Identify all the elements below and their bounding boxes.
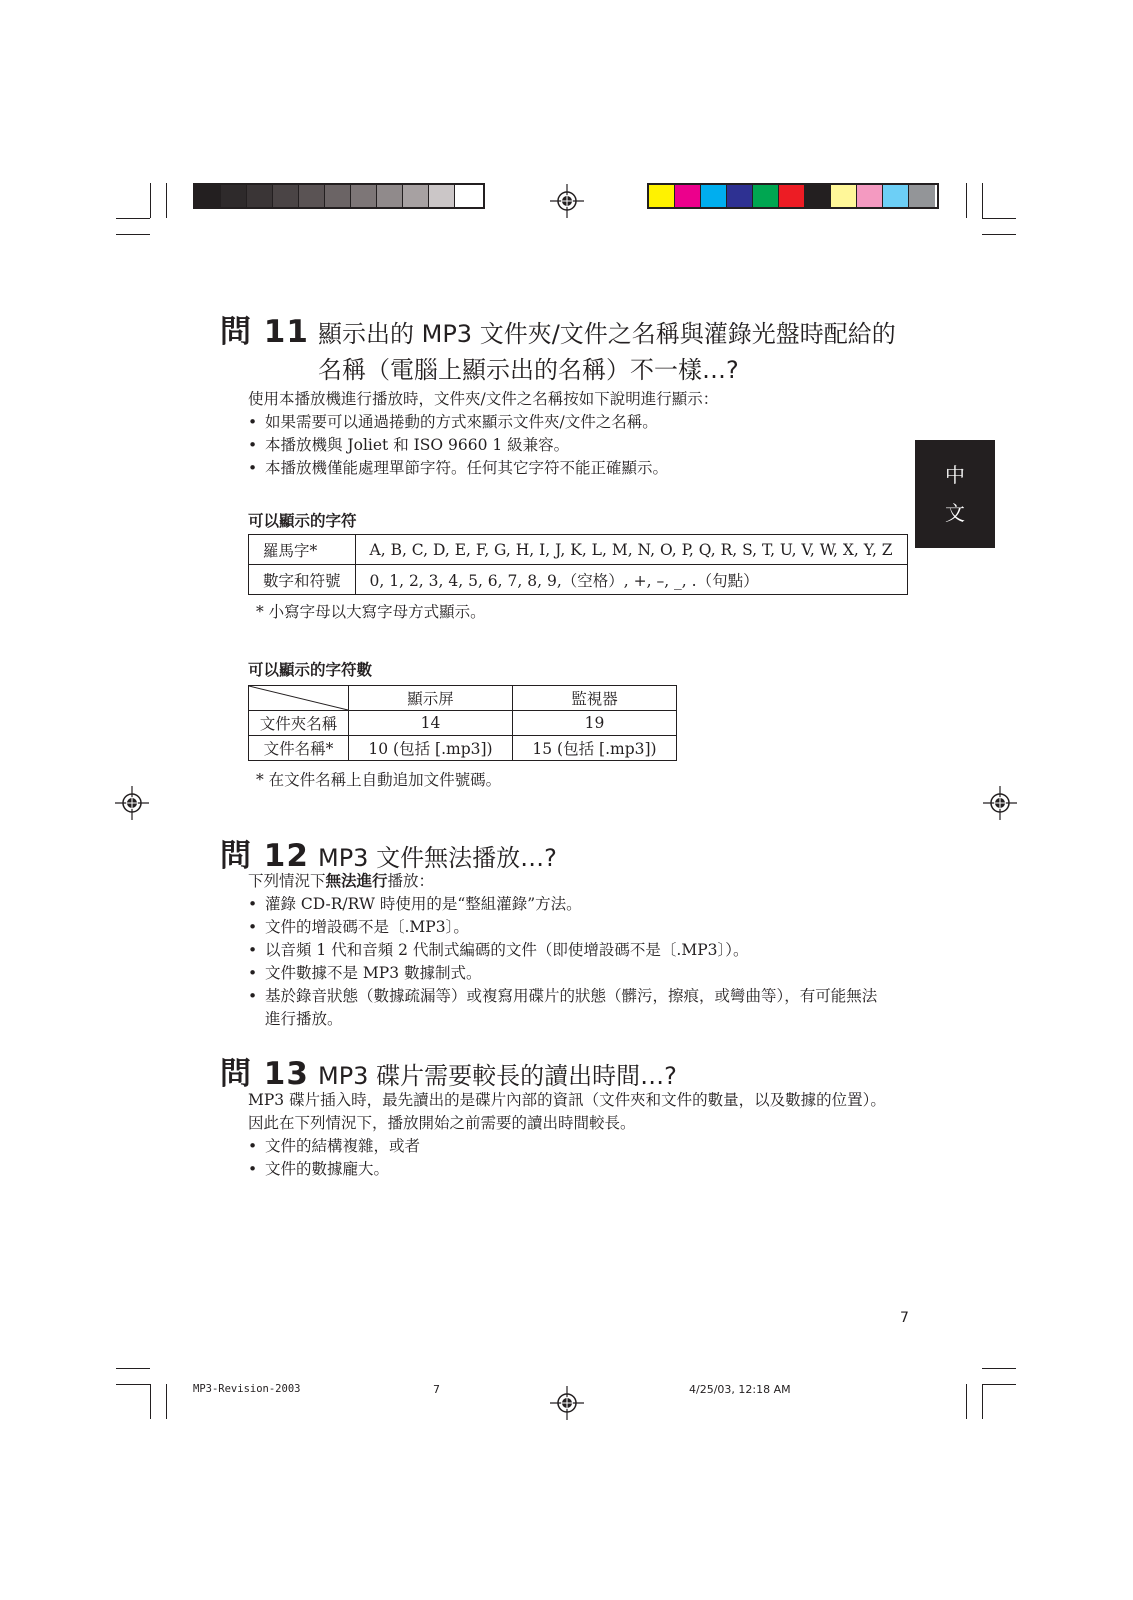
table-cell: 文件夾名稱 — [249, 711, 349, 736]
table-cell: 10 (包括 [.mp3]) — [349, 736, 513, 761]
q11-title: 顯示出的 MP3 文件夾/文件之名稱與灌錄光盤時配給的 — [318, 320, 896, 348]
table-corner-cell — [249, 686, 349, 711]
color-swatch — [701, 185, 727, 207]
table-cell: 0, 1, 2, 3, 4, 5, 6, 7, 8, 9,（空格）, +, –, _, .（句點） — [355, 565, 907, 595]
count-table — [248, 685, 677, 761]
table-cell: 羅馬字* — [249, 535, 356, 565]
color-swatch — [325, 185, 351, 207]
list-item: • 文件的數據龐大。 — [248, 1158, 420, 1181]
color-swatch — [727, 185, 753, 207]
table-cell: 19 — [513, 711, 677, 736]
table-cell: A, B, C, D, E, F, G, H, I, J, K, L, M, N, O, P, Q, R, S, T, U, V, W, X, Y, Z — [355, 535, 907, 565]
q12-intro-bold: 無法進行 — [325, 872, 388, 890]
q13-bullet-list — [248, 1135, 420, 1181]
list-item: • 灌錄 CD-R/RW 時使用的是“整組灌錄”方法。 — [248, 893, 877, 916]
q12-intro-post: 播放： — [387, 872, 435, 890]
language-tab-char: 文 — [945, 501, 965, 525]
chars-note: * 小寫字母以大寫字母方式顯示。 — [256, 603, 486, 621]
gray-scale-bar — [193, 183, 485, 209]
list-item: • 本播放機僅能處理單節字符。任何其它字符不能正確顯示。 — [248, 457, 668, 480]
q12-intro-pre: 下列情況下 — [248, 872, 326, 890]
color-swatch — [195, 185, 221, 207]
crop-mark — [982, 1384, 1016, 1385]
color-swatch — [909, 185, 935, 207]
table-cell: 15 (包括 [.mp3]) — [513, 736, 677, 761]
color-swatch — [377, 185, 403, 207]
crop-mark — [982, 183, 983, 218]
q13-para2: 因此在下列情況下，播放開始之前需要的讀出時間較長。 — [248, 1114, 636, 1132]
q11-heading — [220, 306, 896, 354]
crop-mark — [116, 1368, 150, 1369]
table-row — [249, 686, 677, 711]
table-cell: 14 — [349, 711, 513, 736]
list-item: • 文件數據不是 MP3 數據制式。 — [248, 962, 877, 985]
q13-para1: MP3 碟片插入時，最先讀出的是碟片內部的資訊（文件夾和文件的數量，以及數據的位置）。 — [248, 1091, 886, 1109]
language-tab — [915, 440, 995, 548]
table-header: 顯示屏 — [349, 686, 513, 711]
count-note: * 在文件名稱上自動追加文件號碼。 — [256, 771, 502, 789]
crop-mark — [982, 1384, 983, 1419]
q11-title-line2: 名稱（電腦上顯示出的名稱）不一樣…? — [318, 356, 739, 384]
diagonal-line — [249, 686, 348, 710]
color-swatch — [455, 185, 481, 207]
color-swatch — [779, 185, 805, 207]
count-heading: 可以顯示的字符數 — [248, 661, 373, 679]
q11-bullet-list — [248, 411, 668, 480]
table-row — [249, 711, 677, 736]
q12-title: MP3 文件無法播放…? — [318, 844, 557, 872]
table-cell: 數字和符號 — [249, 565, 356, 595]
color-swatch — [247, 185, 273, 207]
crop-mark — [166, 183, 167, 218]
list-item: • 本播放機與 Joliet 和 ISO 9660 1 級兼容。 — [248, 434, 668, 457]
color-swatch — [805, 185, 831, 207]
q12-bullet-continuation: 進行播放。 — [265, 1010, 343, 1028]
footer-page: 7 — [433, 1383, 440, 1396]
crop-mark — [150, 183, 151, 218]
q13-title: MP3 碟片需要較長的讀出時間…? — [318, 1062, 677, 1090]
color-swatch — [429, 185, 455, 207]
language-tab-char: 中 — [945, 463, 965, 487]
color-swatch — [857, 185, 883, 207]
table-header: 監視器 — [513, 686, 677, 711]
list-item: • 文件的結構複雜，或者 — [248, 1135, 420, 1158]
color-swatch — [273, 185, 299, 207]
color-swatch — [351, 185, 377, 207]
list-item: • 基於錄音狀態（數據疏漏等）或複寫用碟片的狀態（髒污，擦痕，或彎曲等），有可能無法 — [248, 985, 877, 1008]
registration-mark-icon — [550, 1386, 584, 1420]
q13-label: 問 13 — [220, 1056, 309, 1092]
list-item: • 文件的增設碼不是〔.MP3〕。 — [248, 916, 877, 939]
crop-mark — [982, 1368, 1016, 1369]
color-scale-bar — [647, 183, 939, 209]
color-swatch — [221, 185, 247, 207]
color-swatch — [675, 185, 701, 207]
registration-mark-icon — [983, 786, 1017, 820]
table-row — [249, 736, 677, 761]
crop-mark — [150, 1384, 151, 1419]
crop-mark — [982, 218, 1016, 219]
table-row — [249, 535, 908, 565]
q11-intro: 使用本播放機進行播放時，文件夾/文件之名稱按如下說明進行顯示： — [248, 390, 719, 408]
crop-mark — [116, 1384, 150, 1385]
color-swatch — [753, 185, 779, 207]
crop-mark — [966, 1384, 967, 1419]
q12-bullet-list — [248, 893, 877, 1008]
page-number: 7 — [900, 1310, 909, 1326]
q11-label: 問 11 — [220, 314, 309, 350]
color-swatch — [299, 185, 325, 207]
footer-date: 4/25/03, 12:18 AM — [689, 1383, 791, 1396]
registration-mark-icon — [115, 786, 149, 820]
crop-mark — [966, 183, 967, 218]
crop-mark — [166, 1384, 167, 1419]
list-item: • 如果需要可以通過捲動的方式來顯示文件夾/文件之名稱。 — [248, 411, 668, 434]
color-swatch — [883, 185, 909, 207]
registration-mark-icon — [550, 184, 584, 218]
chars-heading: 可以顯示的字符 — [248, 512, 357, 530]
crop-mark — [982, 234, 1016, 235]
color-swatch — [649, 185, 675, 207]
color-swatch — [403, 185, 429, 207]
crop-mark — [116, 234, 150, 235]
table-cell: 文件名稱* — [249, 736, 349, 761]
q12-intro — [248, 870, 434, 893]
q12-label: 問 12 — [220, 838, 309, 874]
footer-filename: MP3-Revision-2003 — [193, 1383, 301, 1395]
table-row — [249, 565, 908, 595]
crop-mark — [116, 218, 150, 219]
chars-table — [248, 534, 908, 595]
list-item: • 以音頻 1 代和音頻 2 代制式編碼的文件（即使增設碼不是〔.MP3〕）。 — [248, 939, 877, 962]
color-swatch — [831, 185, 857, 207]
